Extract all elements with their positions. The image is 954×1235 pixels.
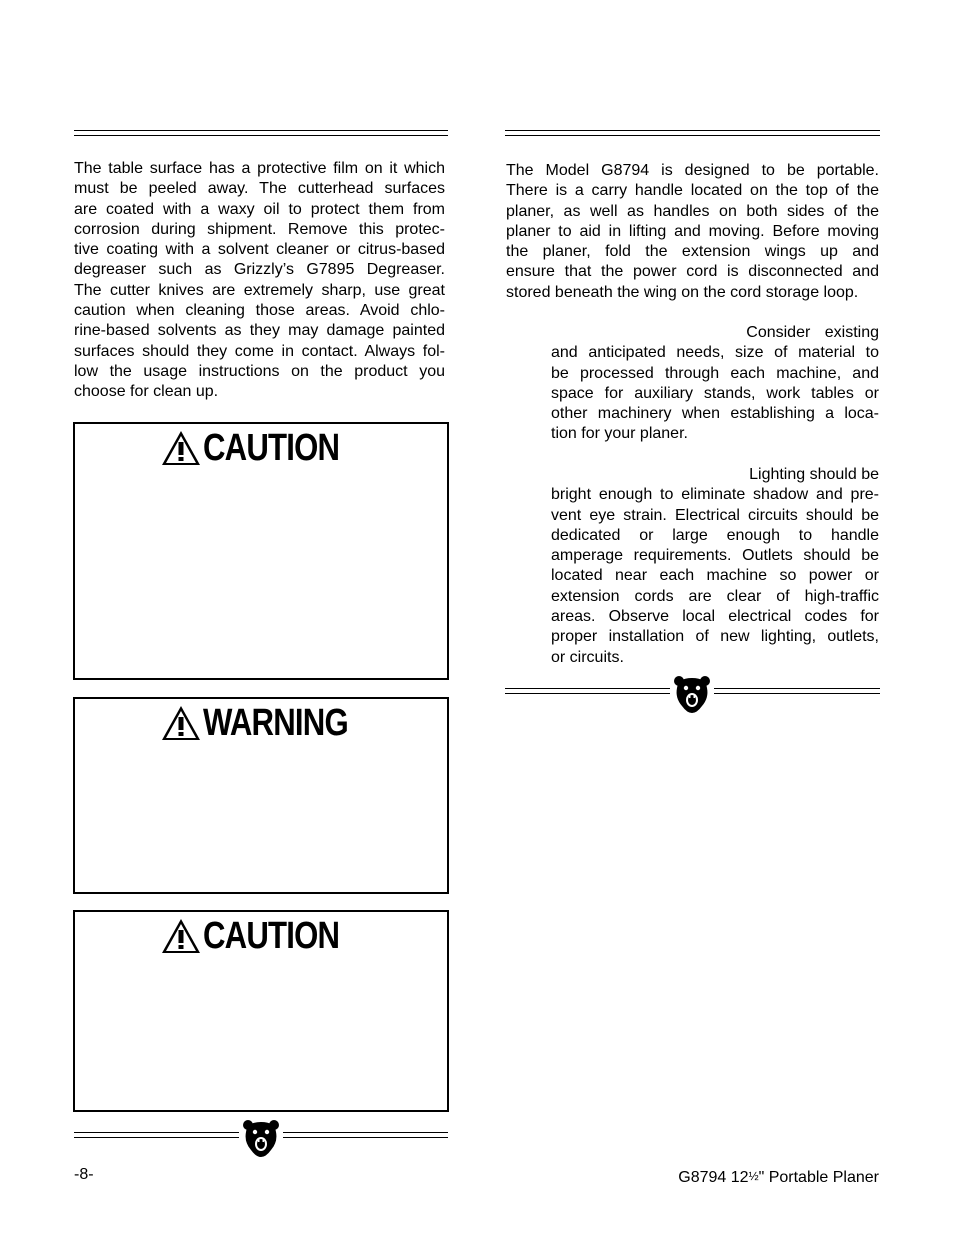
paragraph-line: caution when cleaning those areas. Avoid chlo- xyxy=(74,302,445,320)
paragraph-line: surfaces should they come in contact. Always fol- xyxy=(74,342,445,360)
paragraph-line: stored beneath the wing on the cord storage loop. xyxy=(506,283,859,301)
paragraph-line: are coated with a waxy oil to protect them from xyxy=(74,200,445,218)
paragraph-line: proper installation of new lighting, outlets, xyxy=(551,628,879,646)
space-paragraph xyxy=(551,323,879,445)
section-end-rule-right xyxy=(714,688,880,694)
cleanup-paragraph xyxy=(74,159,445,403)
paragraph-line: planer, as well as handles on both sides of the xyxy=(506,202,879,220)
paragraph-line: or circuits. xyxy=(551,648,624,666)
section-end-rule-right xyxy=(283,1132,448,1138)
bear-logo-icon xyxy=(241,1118,281,1158)
paragraph-line: choose for clean up. xyxy=(74,383,219,401)
caution-box xyxy=(73,910,449,1112)
paragraph-lead: Consider existing xyxy=(746,324,879,341)
paragraph-line: The Model G8794 is designed to be portable. xyxy=(506,162,879,179)
paragraph-line: planer to aid in lifting and moving. Before moving xyxy=(506,222,879,240)
title-text: " Portable Planer xyxy=(758,1169,879,1186)
paragraph-line: located near each machine so power or xyxy=(551,567,879,585)
fraction-text: ½ xyxy=(748,1169,759,1183)
paragraph-line: The cutter knives are extremely sharp, use great xyxy=(74,281,445,299)
paragraph-line: amperage requirements. Outlets should be xyxy=(551,547,879,565)
paragraph-line: and anticipated needs, size of material to xyxy=(551,344,879,362)
paragraph-line: There is a carry handle located on the top of the xyxy=(506,182,879,200)
paragraph-line: rine-based solvents as they may damage painted xyxy=(74,322,445,340)
paragraph-line: bright enough to eliminate shadow and pre- xyxy=(551,486,879,504)
warning-header xyxy=(161,703,380,743)
model-text: G8794 12 xyxy=(678,1169,749,1186)
caution-header xyxy=(161,916,369,956)
paragraph-lead: Lighting should be xyxy=(749,466,879,483)
paragraph-line: degreaser such as Grizzly’s G7895 Degreaser. xyxy=(74,261,445,279)
paragraph-line: areas. Observe local electrical codes for xyxy=(551,608,879,626)
document-title xyxy=(678,1166,879,1188)
left-section-rule xyxy=(74,130,448,136)
paragraph-line: tive coating with a solvent cleaner or citrus-based xyxy=(74,241,445,259)
warning-label: WARNING xyxy=(203,702,348,744)
warning-triangle-icon xyxy=(161,705,201,741)
paragraph-line: other machinery when establishing a loca- xyxy=(551,405,879,423)
caution-box xyxy=(73,422,449,680)
warning-triangle-icon xyxy=(161,918,201,954)
caution-label: CAUTION xyxy=(203,427,340,469)
bear-logo-icon xyxy=(672,674,712,714)
paragraph-line: The table surface has a protective film on it which xyxy=(74,160,445,177)
paragraph-line: low the usage instructions on the product you xyxy=(74,362,445,380)
section-end-rule-left xyxy=(74,1132,239,1138)
paragraph-line: tion for your planer. xyxy=(551,425,688,443)
paragraph-line: dedicated or large enough to handle xyxy=(551,526,879,544)
paragraph-line: the planer, fold the extension wings up and xyxy=(506,243,879,261)
paragraph-line: must be peeled away. The cutterhead surfaces xyxy=(74,180,445,198)
paragraph-line: space for auxiliary stands, work tables or xyxy=(551,384,879,402)
paragraph-line: corrosion during shipment. Remove this protec- xyxy=(74,220,445,238)
section-end-rule-left xyxy=(505,688,670,694)
paragraph-line: ensure that the power cord is disconnected and xyxy=(506,263,879,281)
paragraph-line: be processed through each machine, and xyxy=(551,364,879,382)
lighting-paragraph xyxy=(551,465,879,668)
warning-box xyxy=(73,697,449,894)
page-number: -8- xyxy=(74,1166,94,1183)
paragraph-line: extension cords are clear of high-traffic xyxy=(551,587,879,605)
caution-label: CAUTION xyxy=(203,915,340,957)
right-section-rule xyxy=(505,130,880,136)
portability-paragraph xyxy=(506,161,879,303)
caution-header xyxy=(161,428,369,468)
warning-triangle-icon xyxy=(161,430,201,466)
paragraph-line: vent eye strain. Electrical circuits should be xyxy=(551,506,879,524)
